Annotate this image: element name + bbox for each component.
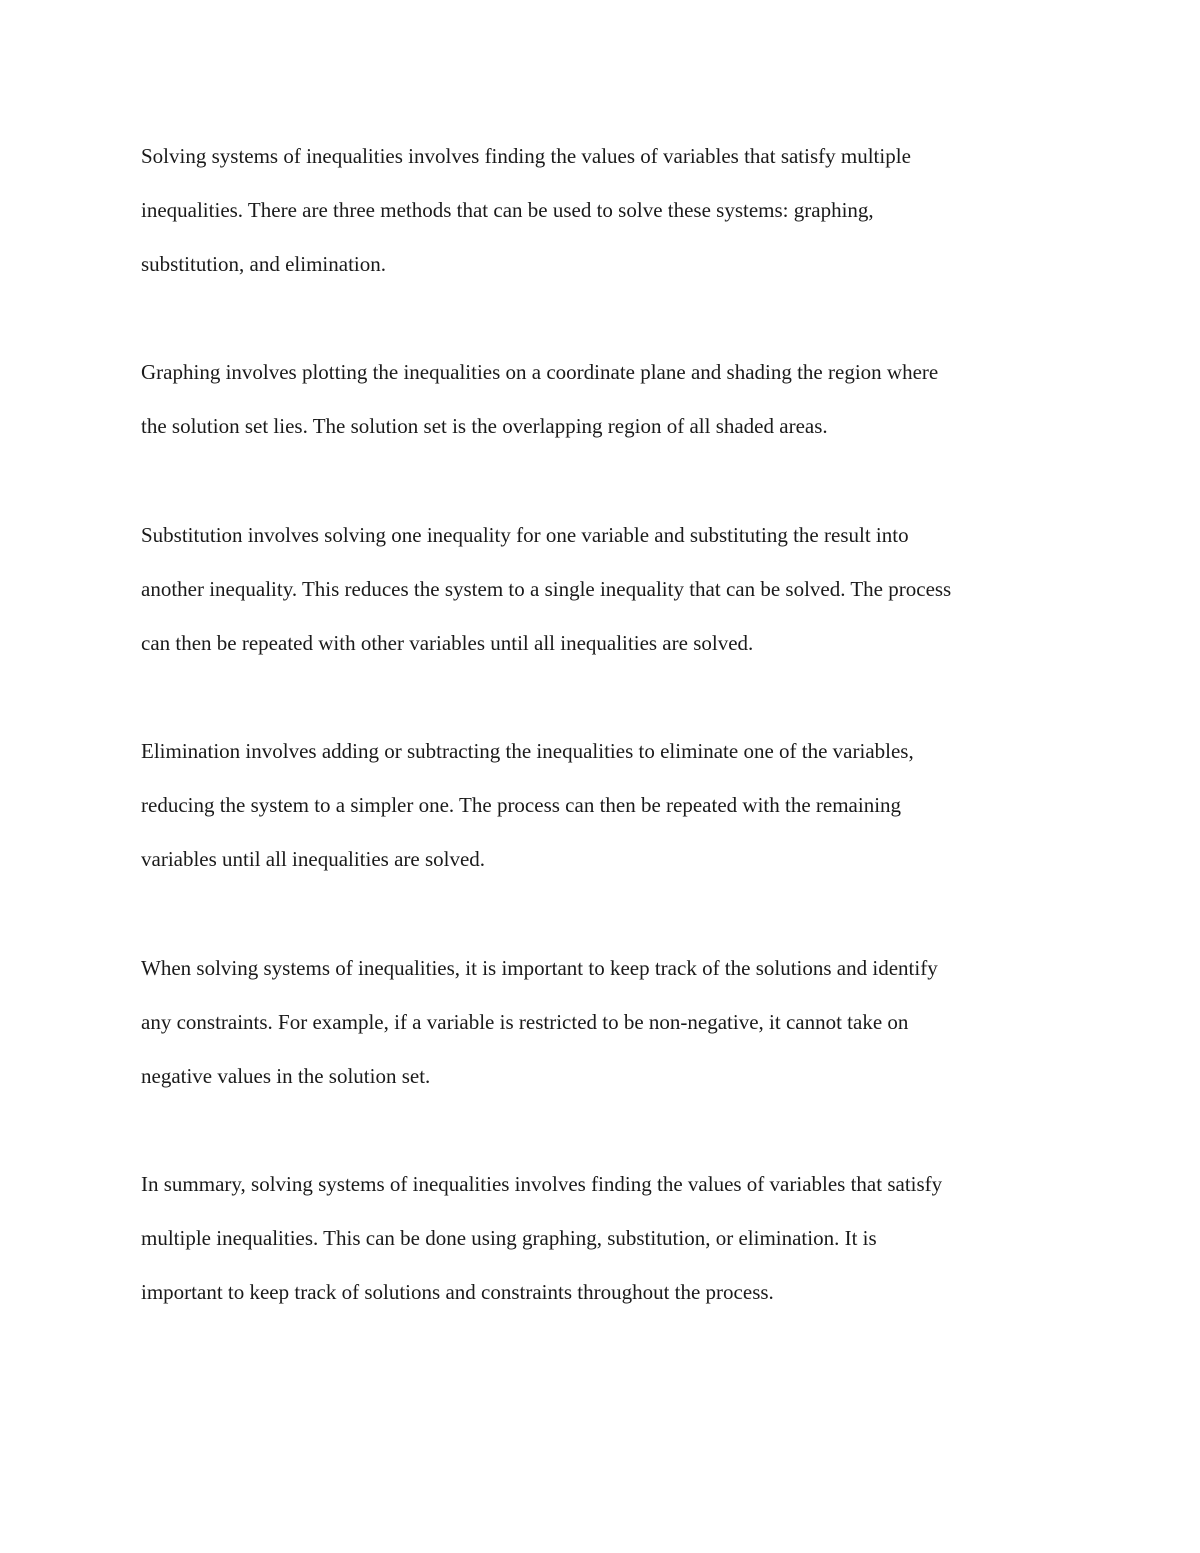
text-line: another inequality. This reduces the system to a single inequality that can be solved. The process [141,577,952,601]
paragraph-intro [141,129,1061,291]
text-line: reducing the system to a simpler one. The process can then be repeated with the remaining [141,793,902,817]
paragraph-elimination [141,724,1061,886]
text-line: Substitution involves solving one inequality for one variable and substituting the result into [141,523,909,547]
text-line: inequalities. There are three methods that can be used to solve these systems: graphing, [141,198,874,222]
paragraph-summary [141,1157,1061,1319]
text-line: In summary, solving systems of inequalities involves finding the values of variables that satisfy [141,1172,943,1196]
text-line: the solution set lies. The solution set is the overlapping region of all shaded areas. [141,414,828,438]
paragraph-constraints [141,941,1061,1103]
text-line: Elimination involves adding or subtracting the inequalities to eliminate one of the variables, [141,739,914,763]
paragraph-graphing [141,345,1061,453]
text-line: any constraints. For example, if a variable is restricted to be non-negative, it cannot take on [141,1010,909,1034]
text-line: Solving systems of inequalities involves finding the values of variables that satisfy multiple [141,144,911,168]
text-line: multiple inequalities. This can be done using graphing, substitution, or elimination. It is [141,1226,877,1250]
text-line: When solving systems of inequalities, it is important to keep track of the solutions and identify [141,956,938,980]
text-line: variables until all inequalities are solved. [141,847,486,871]
text-line: negative values in the solution set. [141,1064,431,1088]
text-line: can then be repeated with other variables until all inequalities are solved. [141,631,754,655]
text-line: important to keep track of solutions and constraints throughout the process. [141,1280,774,1304]
paragraph-substitution [141,508,1061,670]
text-line: substitution, and elimination. [141,252,386,276]
text-line: Graphing involves plotting the inequalities on a coordinate plane and shading the region where [141,360,939,384]
